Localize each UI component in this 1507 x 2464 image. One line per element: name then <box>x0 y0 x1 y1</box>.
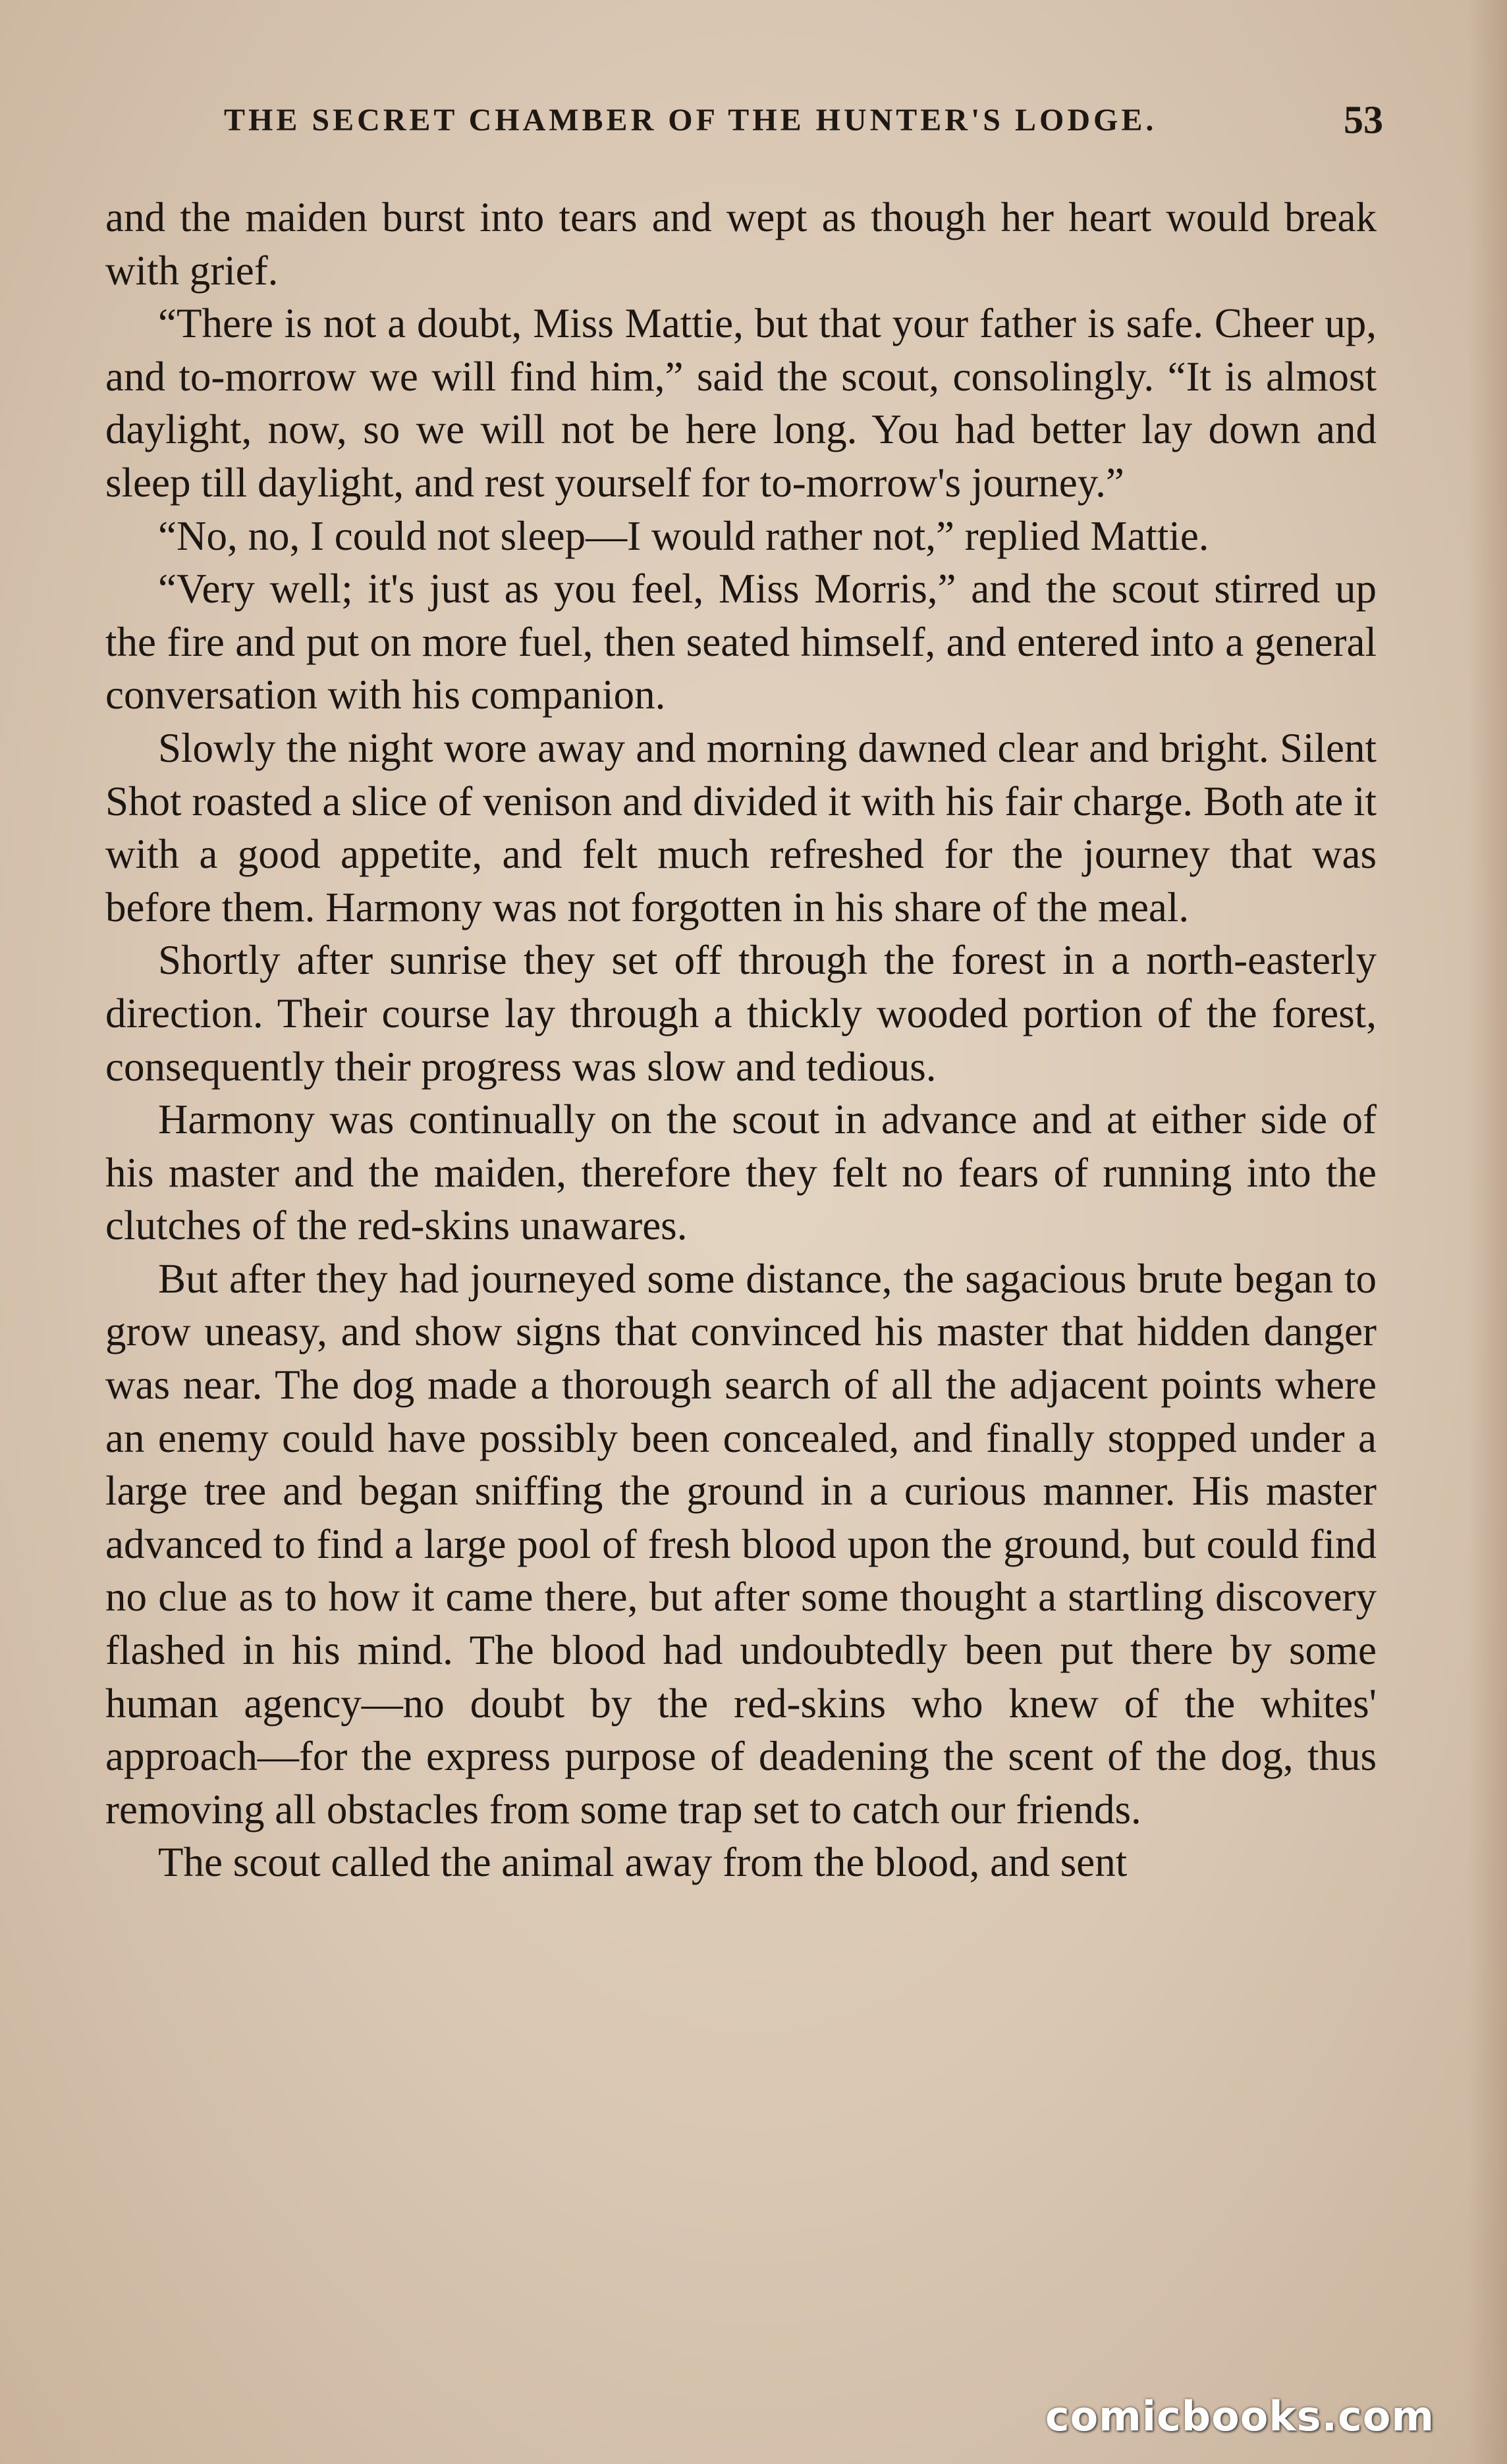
paragraph: The scout called the animal away from the blood, and sent <box>158 1839 1128 1886</box>
paragraph: Shortly after sunrise they set off through the forest in a north-easterly direction. Their course lay through a thickly wooded portion of the forest, consequently their progress was slow and tedious. <box>105 937 1377 1090</box>
page-edge-shadow <box>1467 0 1507 2464</box>
paragraph: Harmony was continually on the scout in advance and at either side of his master and the maiden, therefore they felt no fears of running into the clutches of the red-skins unawares. <box>105 1096 1377 1249</box>
page-number: 53 <box>1344 97 1383 142</box>
paragraph: Slowly the night wore away and morning dawned clear and bright. Silent Shot roasted a slice of venison and divided it with his fair charge. Both ate it with a good appetite, and felt much refreshed for the journey that was before them. Harmony was not forgotten in his share of the meal. <box>105 724 1377 930</box>
paragraph: “No, no, I could not sleep—I would rather not,” replied Mattie. <box>158 512 1209 559</box>
paragraph: and the maiden burst into tears and wept as though her heart would break with grief. <box>105 194 1377 294</box>
paragraph: “There is not a doubt, Miss Mattie, but that your father is safe. Cheer up, and to-morrow we will find him,” said the scout, consolingly. “It is almost daylight, now, so we will not be here long. You had better lay down and sleep till daylight, and rest yourself for to-morrow's journey.” <box>105 300 1377 506</box>
paragraph: But after they had journeyed some distance, the sagacious brute began to grow uneasy, and show signs that convinced his master that hidden danger was near. The dog made a thorough search of all the adjacent points where an enemy could have possibly been concealed, and finally stopped under a large tree and began sniffing the ground in a curious manner. His master advanced to find a large pool of fresh blood upon the ground, but could find no clue as to how it came there, but after some thought a startling discovery flashed in his mind. The blood had undoubtedly been put there by some human agency—no doubt by the red-skins who knew of the whites' approach—for the express purpose of deadening the scent of the dog, thus removing all obstacles from some trap set to catch our friends. <box>105 1255 1377 1833</box>
running-header <box>224 94 1383 146</box>
watermark: comicbooks.com <box>1045 2392 1435 2440</box>
paragraph: “Very well; it's just as you feel, Miss Morris,” and the scout stirred up the fire and put on more fuel, then seated himself, and entered into a general conversation with his companion. <box>105 566 1377 718</box>
body-text <box>105 191 1377 1889</box>
running-title: THE SECRET CHAMBER OF THE HUNTER'S LODGE. <box>224 102 1157 138</box>
